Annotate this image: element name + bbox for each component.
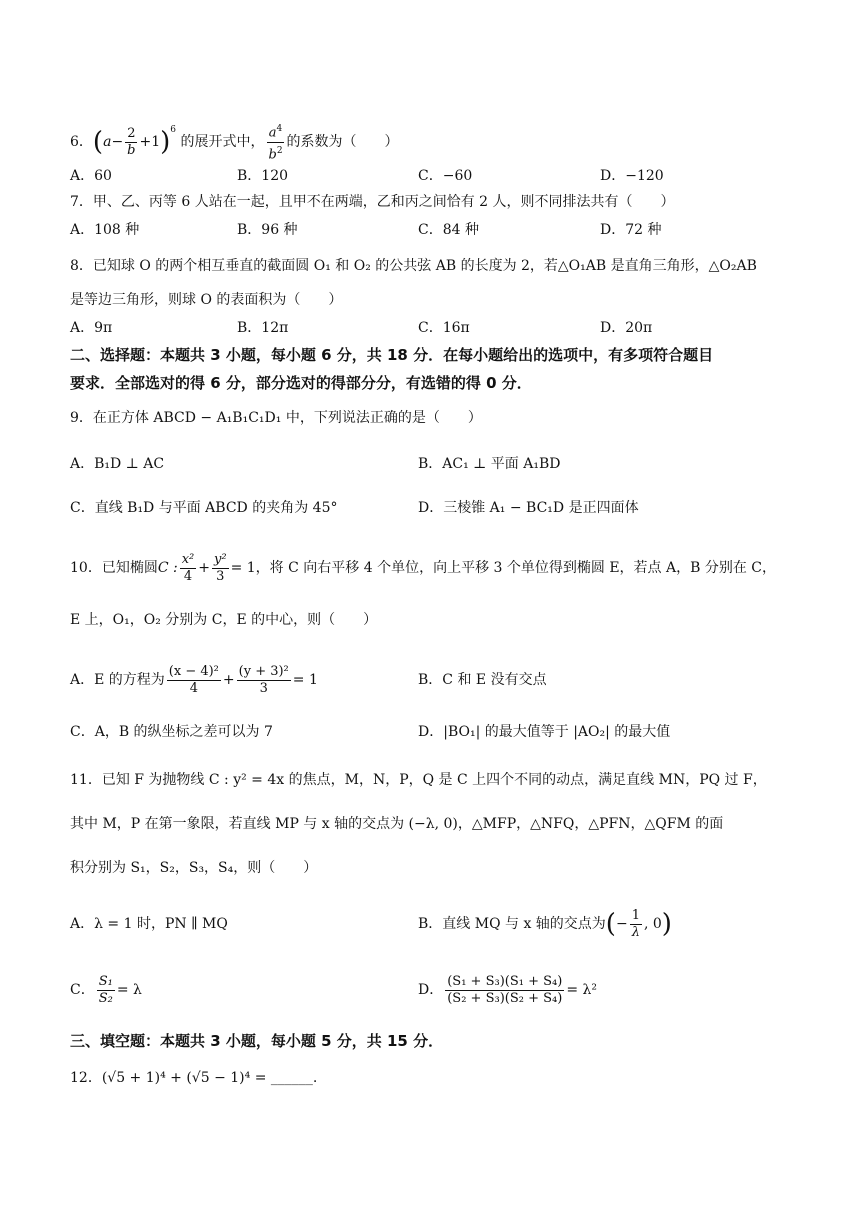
q8-option-b[interactable]: B．12π (237, 320, 289, 336)
q6-option-b[interactable]: B．120 (237, 168, 289, 184)
q11-option-c[interactable]: C． $\frac{\text{S₁}}{\text{S₂}}$ = λ (70, 973, 142, 1006)
q10-option-b[interactable]: B．C 和 E 没有交点 (418, 672, 547, 688)
q6-text2: 的系数为（ ） (286, 134, 399, 150)
q11-option-a[interactable]: A．λ = 1 时，PN ∥ MQ (70, 916, 228, 932)
q6-power: 6 (170, 125, 177, 135)
q10-option-c[interactable]: C．A，B 的纵坐标之差可以为 7 (70, 724, 273, 740)
q6-expr-plus1: +1 (139, 134, 161, 150)
question-8-line-1: 8．已知球 O 的两个相互垂直的截面圆 O₁ 和 O₂ 的公共弦 AB 的长度为 2，若△O₁AB 是直角三角形，△O₂AB (70, 258, 757, 274)
q7-option-a[interactable]: A．108 种 (70, 222, 140, 238)
q10-y-fraction: $\frac{\text{y²}}{3}$ (214, 551, 227, 584)
q6-expr-minus: − (111, 134, 124, 150)
q7-option-b[interactable]: B．96 种 (237, 222, 298, 238)
q9-option-c[interactable]: C．直线 B₁D 与平面 ABCD 的夹角为 45° (70, 500, 338, 516)
q6-term: $\frac{a^4}{b^2}$ (266, 121, 284, 163)
q6-number: 6． (70, 134, 93, 150)
q6-text1: 的展开式中， (180, 134, 265, 150)
q6-expr-a: a (103, 134, 112, 150)
q10-x-fraction: $\frac{\text{x²}}{4}$ (181, 551, 195, 584)
question-11-line-1: 11．已知 F 为抛物线 C : y² = 4x 的焦点，M，N，P，Q 是 C 上四个不同的动点，满足直线 MN，PQ 过 F， (70, 772, 767, 788)
section-3-heading: 三、填空题：本题共 3 小题，每小题 5 分，共 15 分． (70, 1032, 444, 1050)
q6-option-a[interactable]: A．60 (70, 168, 112, 184)
question-10-line-1: 10．已知椭圆C : $\frac{\text{x²}}{4}$ + $\frac{\text{y²}}{3}$ = 1，将 C 向右平移 4 个单位，向上平移 3 个单位得到椭圆 E，若点 A，B 分别在 C， (70, 551, 777, 584)
q8-option-d[interactable]: D．20π (600, 320, 653, 336)
question-8-line-2: 是等边三角形，则球 O 的表面积为（ ） (70, 292, 343, 308)
q10-option-d[interactable]: D．|BO₁| 的最大值等于 |AO₂| 的最大值 (418, 724, 671, 740)
question-11-line-3: 积分别为 S₁，S₂，S₃，S₄，则（ ） (70, 860, 318, 876)
question-10-line-2: E 上，O₁，O₂ 分别为 C，E 的中心，则（ ） (70, 612, 378, 628)
q7-option-d[interactable]: D．72 种 (600, 222, 662, 238)
question-12: 12．(√5 + 1)⁴ + (√5 − 1)⁴ = ______. (70, 1070, 318, 1086)
question-6: 6．(a− $\frac{2}{b}$ +1)$^6$ 的展开式中， $\frac{a^4}{b^2}$ 的系数为（ ） (70, 112, 399, 163)
q7-option-c[interactable]: C．84 种 (418, 222, 479, 238)
q11-option-b[interactable]: B．直线 MQ 与 x 轴的交点为(− $\frac{1}{\lambda}$ , 0) (418, 907, 672, 940)
q8-option-a[interactable]: A．9π (70, 320, 113, 336)
q6-option-c[interactable]: C．−60 (418, 168, 473, 184)
q11-option-d[interactable]: D． $\frac{\text{(S₁ + S₃)(S₁ + S₄)}}{\text{(S₂ + S₃)(S₂ + S₄)}}$ = λ² (418, 973, 597, 1006)
q9-option-b[interactable]: B．AC₁ ⊥ 平面 A₁BD (418, 456, 561, 472)
question-9: 9．在正方体 ABCD − A₁B₁C₁D₁ 中，下列说法正确的是（ ） (70, 410, 482, 426)
q9-option-d[interactable]: D．三棱锥 A₁ − BC₁D 是正四面体 (418, 500, 639, 516)
q6-option-d[interactable]: D．−120 (600, 168, 664, 184)
q9-option-a[interactable]: A．B₁D ⊥ AC (70, 456, 165, 472)
q6-fraction: $\frac{2}{b}$ (127, 125, 136, 158)
question-11-line-2: 其中 M，P 在第一象限，若直线 MP 与 x 轴的交点为 (−λ, 0)，△MFP，△NFQ，△PFN，△QFM 的面 (70, 816, 724, 832)
question-7: 7．甲、乙、丙等 6 人站在一起，且甲不在两端，乙和丙之间恰有 2 人，则不同排法共有（ ） (70, 194, 675, 210)
section-2-heading-line-1: 二、选择题：本题共 3 小题，每小题 6 分，共 18 分．在每小题给出的选项中，有多项符合题目 (70, 346, 714, 364)
section-2-heading-line-2: 要求．全部选对的得 6 分，部分选对的得部分分，有选错的得 0 分． (70, 374, 532, 392)
q8-option-c[interactable]: C．16π (418, 320, 470, 336)
q10-option-a[interactable]: A．E 的方程为 $\frac{\text{(x − 4)²}}{4}$ + $\frac{\text{(y + 3)²}}{3}$ = 1 (70, 663, 318, 696)
